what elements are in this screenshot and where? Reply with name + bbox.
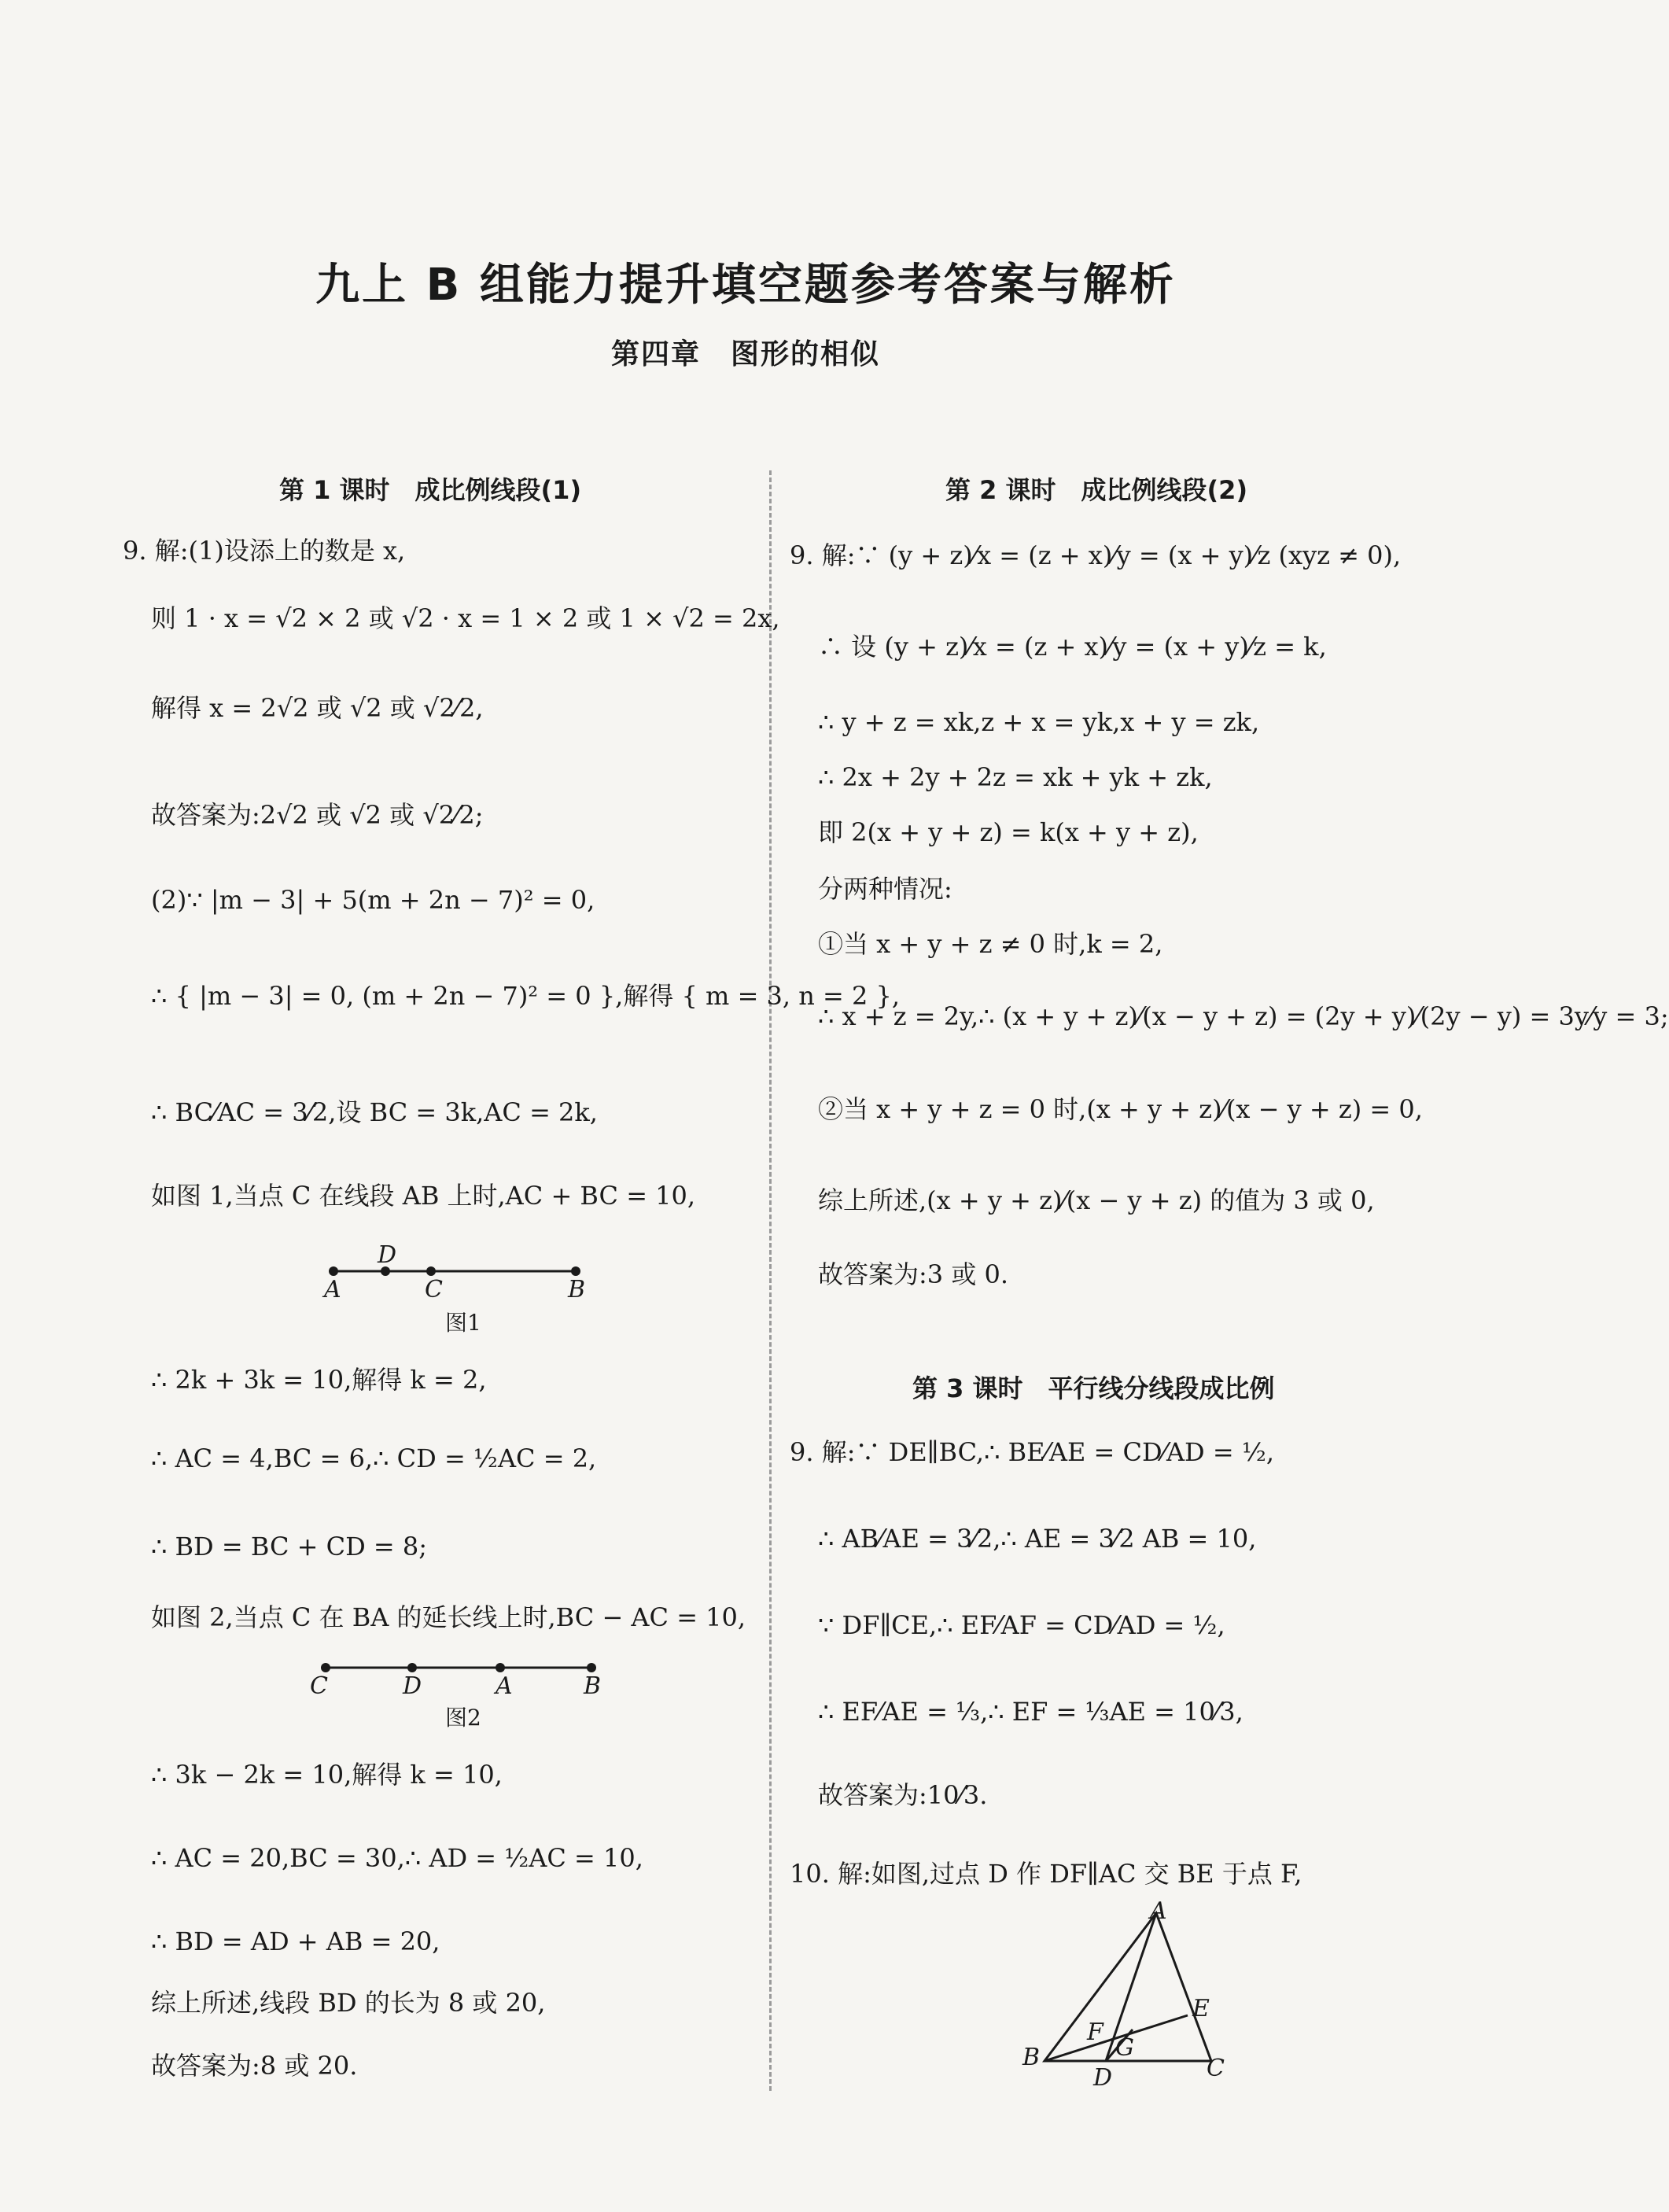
figure-2-label-c: C (310, 1672, 328, 1700)
figure-1-label-a: A (324, 1276, 341, 1303)
right-line-13: ∴ AB⁄AE = 3⁄2,∴ AE = 3⁄2 AB = 10, (818, 1524, 1257, 1554)
figure-2-caption: 图2 (445, 1705, 481, 1731)
triangle-label-f: F (1087, 2018, 1103, 2046)
right-line-11: 故答案为:3 或 0. (818, 1259, 1009, 1289)
chapter-title: 第四章 图形的相似 (610, 338, 880, 371)
right-line-6: 分两种情况: (818, 874, 952, 904)
triangle-label-c: C (1207, 2055, 1225, 2082)
left-line-15: ∴ BD = AD + AB = 20, (151, 1926, 440, 1956)
section-title-lesson-3: 第 3 课时 平行线分线段成比例 (912, 1373, 1275, 1403)
right-line-7: ①当 x + y + z ≠ 0 时,k = 2, (818, 929, 1163, 959)
left-line-8: 如图 1,当点 C 在线段 AB 上时,AC + BC = 10, (151, 1181, 696, 1211)
right-line-1: 9. 解:∵ (y + z)⁄x = (z + x)⁄y = (x + y)⁄z (xyz ≠ 0), (790, 540, 1402, 570)
right-line-16: 故答案为:10⁄3. (818, 1780, 988, 1810)
figure-1-label-b: B (568, 1276, 586, 1303)
left-line-9: ∴ 2k + 3k = 10,解得 k = 2, (151, 1365, 487, 1395)
figure-2-label-d: D (403, 1672, 422, 1700)
left-line-5: (2)∵ |m − 3| + 5(m + 2n − 7)² = 0, (151, 885, 595, 915)
figure-1-point-b (571, 1266, 580, 1276)
figure-2-label-b: B (584, 1672, 602, 1700)
right-line-17: 10. 解:如图,过点 D 作 DF∥AC 交 BE 于点 F, (790, 1859, 1302, 1889)
figure-1-label-c: C (425, 1276, 443, 1303)
left-line-6: ∴ { |m − 3| = 0, (m + 2n − 7)² = 0 },解得 { m = 3, n = 2 }, (151, 981, 901, 1011)
right-line-9: ②当 x + y + z = 0 时,(x + y + z)⁄(x − y + z) = 0, (818, 1094, 1423, 1124)
left-line-17: 故答案为:8 或 20. (151, 2051, 358, 2081)
right-line-2: ∴ 设 (y + z)⁄x = (z + x)⁄y = (x + y)⁄z = k, (818, 632, 1327, 662)
left-line-12: 如图 2,当点 C 在 BA 的延长线上时,BC − AC = 10, (151, 1602, 746, 1632)
figure-2-point-c (321, 1663, 330, 1672)
left-line-2: 则 1 · x = √2 × 2 或 √2 · x = 1 × 2 或 1 × √2 = 2x, (151, 603, 780, 633)
left-line-7: ∴ BC⁄AC = 3⁄2,设 BC = 3k,AC = 2k, (151, 1097, 598, 1127)
right-line-15: ∴ EF⁄AE = ⅓,∴ EF = ⅓AE = 10⁄3, (818, 1697, 1243, 1727)
left-line-4: 故答案为:2√2 或 √2 或 √2⁄2; (151, 800, 484, 830)
right-line-14: ∵ DF∥CE,∴ EF⁄AF = CD⁄AD = ½, (818, 1610, 1225, 1640)
triangle-label-d: D (1093, 2064, 1113, 2092)
triangle-label-b: B (1022, 2044, 1041, 2071)
left-line-10: ∴ AC = 4,BC = 6,∴ CD = ½AC = 2, (151, 1443, 597, 1473)
left-line-16: 综上所述,线段 BD 的长为 8 或 20, (151, 1988, 546, 2018)
column-divider (769, 470, 772, 2091)
triangle-label-a: A (1150, 1897, 1167, 1925)
figure-1-point-a (329, 1266, 338, 1276)
figure-2-point-d (407, 1663, 417, 1672)
figure-1-caption: 图1 (445, 1310, 481, 1336)
left-line-3: 解得 x = 2√2 或 √2 或 √2⁄2, (151, 693, 484, 723)
right-line-3: ∴ y + z = xk,z + x = yk,x + y = zk, (818, 707, 1260, 737)
right-line-4: ∴ 2x + 2y + 2z = xk + yk + zk, (818, 762, 1213, 792)
right-line-12: 9. 解:∵ DE∥BC,∴ BE⁄AE = CD⁄AD = ½, (790, 1437, 1275, 1467)
right-line-5: 即 2(x + y + z) = k(x + y + z), (818, 817, 1199, 847)
figure-1-point-c (426, 1266, 436, 1276)
triangle-label-g: G (1115, 2034, 1134, 2062)
right-line-8: ∴ x + z = 2y,∴ (x + y + z)⁄(x − y + z) = (2y + y)⁄(2y − y) = 3y⁄y = 3; (818, 1001, 1669, 1031)
triangle-label-e: E (1192, 1995, 1210, 2022)
right-line-10: 综上所述,(x + y + z)⁄(x − y + z) 的值为 3 或 0, (818, 1185, 1375, 1215)
figure-2-label-a: A (496, 1672, 513, 1700)
left-line-13: ∴ 3k − 2k = 10,解得 k = 10, (151, 1760, 503, 1790)
section-title-lesson-1: 第 1 课时 成比例线段(1) (279, 475, 582, 505)
figure-2-point-b (587, 1663, 596, 1672)
figure-1-segment (315, 1251, 598, 1298)
figure-1-label-d: D (378, 1241, 397, 1269)
left-line-1: 9. 解:(1)设添上的数是 x, (123, 536, 406, 566)
left-line-11: ∴ BD = BC + CD = 8; (151, 1532, 428, 1561)
section-title-lesson-2: 第 2 课时 成比例线段(2) (945, 475, 1248, 505)
left-line-14: ∴ AC = 20,BC = 30,∴ AD = ½AC = 10, (151, 1843, 643, 1873)
figure-2-segment (307, 1652, 606, 1699)
figure-2-point-a (496, 1663, 505, 1672)
page-title: 九上 B 组能力提升填空题参考答案与解析 (315, 260, 1176, 311)
